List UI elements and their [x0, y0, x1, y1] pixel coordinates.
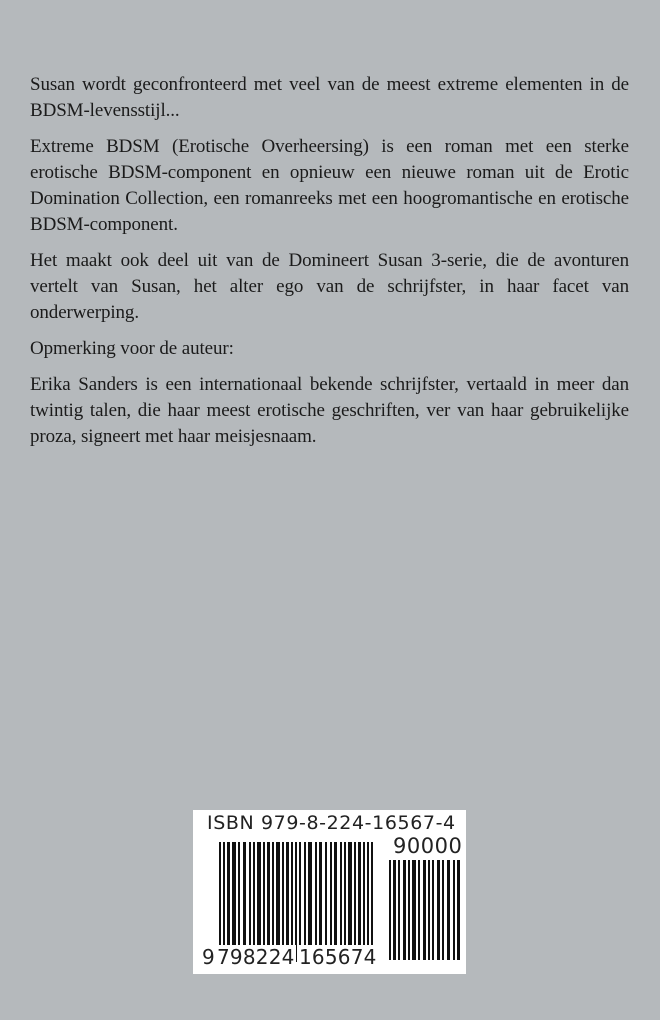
author-note-heading: Opmerking voor de auteur:	[30, 338, 234, 359]
ean-right-group: 165674	[299, 945, 377, 969]
ean13-bars-icon	[219, 842, 374, 962]
ean-left-group: 798224	[217, 945, 295, 969]
isbn-label: ISBN 979-8-224-16567-4	[207, 812, 456, 834]
ean-first-digit: 9	[202, 945, 215, 969]
back-cover-blurb	[30, 72, 629, 460]
blurb-paragraph-description: Extreme BDSM (Erotische Overheersing) is een roman met een sterke erotische BDSM-component en opnieuw een nieuwe roman uit de Erotic Domination Collection, een romanreeks met een hoogromantische en erotische BDSM-component.	[30, 136, 629, 235]
blurb-paragraph-series: Het maakt ook deel uit van de Domineert Susan 3-serie, die de avonturen vertelt van Susan, het alter ego van de schrijfster, in haar facet van onderwerping.	[30, 250, 629, 323]
author-note-paragraph: Erika Sanders is een internationaal bekende schrijfster, vertaald in meer dan twintig talen, die haar meest erotische geschriften, ver van haar gebruikelijke proza, signeert met haar meisjesnaam.	[30, 374, 629, 447]
addon-barcode-bars-icon	[389, 860, 461, 960]
blurb-paragraph-intro: Susan wordt geconfronteerd met veel van de meest extreme elementen in de BDSM-levensstijl...	[30, 74, 629, 121]
isbn-barcode	[193, 810, 466, 974]
price-code: 90000	[393, 834, 463, 858]
